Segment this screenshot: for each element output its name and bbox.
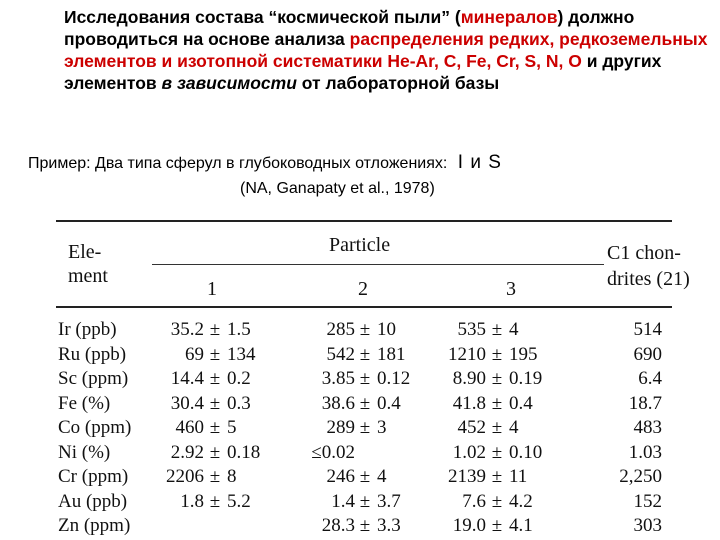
cell-v2: 542 [326,343,355,365]
cell-c1: 18.7 [628,392,662,414]
header-c1-line1: C1 chon- [607,242,681,264]
intro-italic: в зависимости [161,73,297,93]
cell-el: Co (ppm) [58,417,132,438]
cell-s3: ± [491,441,503,463]
cell-el: Zn (ppm) [58,515,131,536]
cell-s2: ± [359,392,371,414]
cell-v3: 535 [457,319,486,340]
cell-v3: 19.0 [452,515,486,536]
cell-e1: 8 [227,466,237,487]
cell-v3: 2139 [448,466,486,487]
intro-text-3: и других элементов [64,51,662,93]
cell-e2: 3 [377,417,387,438]
header-col-3: 3 [506,278,516,300]
cell-s3: ± [491,466,503,487]
cell-v1: 2206 [166,466,204,487]
cell-c1: 690 [633,343,662,365]
cell-e1: 1.5 [227,319,251,340]
cell-e3: 11 [509,466,528,487]
cell-s3: ± [491,368,503,389]
cell-s1: ± [209,368,221,389]
cell-s3: ± [491,319,503,340]
intro-highlight-minerals: минералов [460,7,558,27]
cell-c1: 1.03 [628,441,662,463]
header-element [68,240,108,288]
cell-v3: 452 [457,417,486,438]
cell-s1: ± [209,490,221,512]
cell-v3: 1210 [448,343,486,365]
cell-v1: 2.92 [170,441,204,463]
cell-e3: 0.10 [509,441,543,463]
cell-e2: 10 [377,319,396,340]
header-particle: Particle [329,234,391,256]
cell-el: Ru (ppb) [58,343,127,365]
cell-v2: ≤0.02 [311,441,355,463]
cell-e3: 4 [509,319,519,340]
cell-e2: 0.12 [377,368,411,389]
cell-c1: 483 [633,417,662,438]
cell-s1: ± [209,343,221,365]
cell-e3: 4 [509,417,519,438]
cell-v1: 460 [175,417,204,438]
cell-v1: 30.4 [170,392,204,414]
example-label: Пример: Два типа сферул в глубоководных отложениях: [28,155,448,172]
cell-e2: 3.3 [377,515,401,536]
cell-v3: 7.6 [462,490,486,512]
cell-e2: 181 [377,343,406,365]
cell-e1: 5.2 [227,490,251,512]
cell-s2: ± [359,319,371,340]
cell-v2: 289 [326,417,355,438]
intro-paragraph [64,6,714,94]
cell-v1: 1.8 [180,490,204,512]
cell-e3: 195 [509,343,538,365]
cell-el: Au (ppb) [58,490,128,512]
header-col-2: 2 [358,278,368,300]
cell-s2: ± [359,466,371,487]
table-top-rule [56,220,672,222]
intro-text-2: ) должно проводиться на основе анализа [64,7,635,49]
cell-s1: ± [209,392,221,414]
cell-s3: ± [491,417,503,438]
cell-el: Cr (ppm) [58,466,129,487]
cell-e3: 4.1 [509,515,533,536]
cell-e2: 4 [377,466,387,487]
cell-v3: 41.8 [452,392,486,414]
cell-s1: ± [209,466,221,487]
cell-s3: ± [491,343,503,365]
citation: (NA, Ganapaty et al., 1978) [240,180,435,197]
cell-c1: 303 [633,515,662,536]
example-line [28,152,502,174]
cell-el: Ir (ppb) [58,319,117,340]
header-c1-line2: drites (21) [607,268,690,290]
cell-s2: ± [359,417,371,438]
cell-e2: 3.7 [377,490,401,512]
cell-c1: 2,250 [619,466,662,487]
cell-v2: 1.4 [331,490,355,512]
intro-text-1: Исследования состава “космической пыли” ( [64,7,461,27]
spherule-types: I и S [457,152,502,173]
cell-v2: 246 [326,466,355,487]
cell-s2: ± [359,490,371,512]
cell-el: Ni (%) [58,441,111,463]
cell-c1: 152 [633,490,662,512]
cell-s1: ± [209,319,221,340]
cell-v3: 8.90 [452,368,486,389]
cell-e2: 0.4 [377,392,401,414]
header-bottom-rule [56,306,672,308]
cell-e1: 0.18 [227,441,261,463]
particle-rule [152,264,604,265]
cell-c1: 514 [633,319,662,340]
cell-v1: 69 [185,343,204,365]
cell-v2: 285 [326,319,355,340]
cell-e3: 0.4 [509,392,533,414]
cell-c1: 6.4 [638,368,662,389]
cell-s3: ± [491,515,503,536]
cell-s1: ± [209,441,221,463]
cell-s3: ± [491,392,503,414]
header-col-1: 1 [207,278,217,300]
cell-el: Sc (ppm) [58,368,129,389]
cell-v2: 38.6 [321,392,355,414]
intro-highlight-elements: распределения редких, редкоземельных элементов и изотопной систематики He-Ar, C, Fe, Cr, S, N, O [64,29,708,71]
cell-v2: 28.3 [321,515,355,536]
cell-e1: 0.2 [227,368,251,389]
cell-v1: 35.2 [170,319,204,340]
cell-e1: 0.3 [227,392,251,414]
cell-e1: 5 [227,417,237,438]
scanned-table [44,210,690,540]
cell-s2: ± [359,368,371,389]
cell-v2: 3.85 [321,368,355,389]
cell-e3: 0.19 [509,368,543,389]
cell-el: Fe (%) [58,392,111,414]
cell-s2: ± [359,515,371,536]
cell-e1: 134 [227,343,256,365]
cell-v1: 14.4 [170,368,204,389]
cell-s3: ± [491,490,503,512]
cell-v3: 1.02 [452,441,486,463]
header-element-line2: ment [68,265,108,287]
header-element-line1: Ele- [68,241,102,263]
cell-e3: 4.2 [509,490,533,512]
intro-text-4: от лабораторной базы [296,73,500,93]
cell-s2: ± [359,343,371,365]
cell-s1: ± [209,417,221,438]
header-c1-chondrites [607,240,690,292]
